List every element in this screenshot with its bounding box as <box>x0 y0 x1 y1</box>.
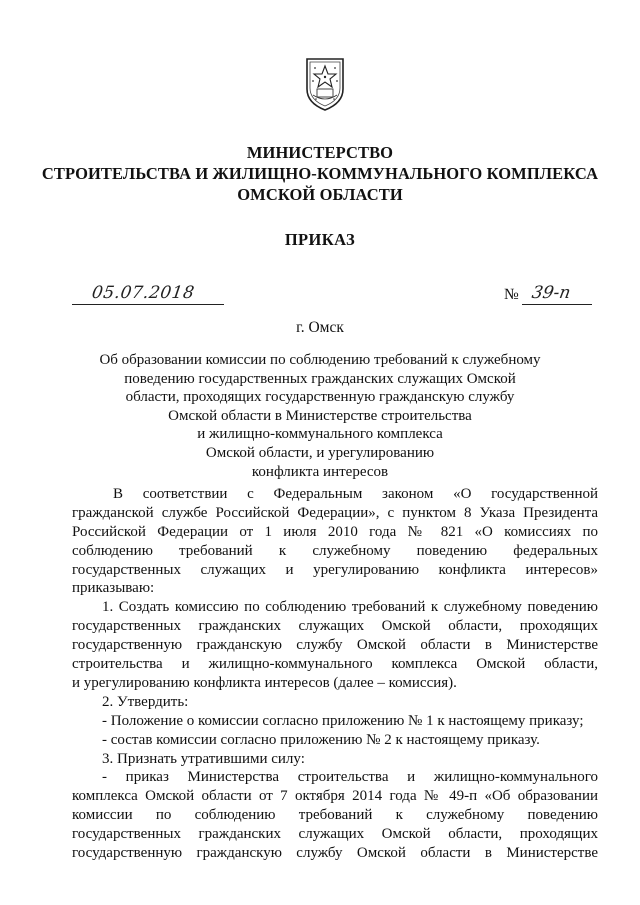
body-line: государственных гражданских служащих Омской области, проходящих <box>72 826 598 843</box>
order-subject <box>80 351 560 481</box>
body-line: гражданской службе Российской Федерации», с пунктом 8 Указа Президента <box>72 504 598 521</box>
number-field <box>522 280 592 305</box>
body-line: В соответствии с Федеральным законом «О государственной <box>113 486 598 502</box>
handwritten-number: 39-п <box>530 283 573 303</box>
body-line: и урегулированию конфликта интересов (далее – комиссия). <box>72 674 457 691</box>
subject-line: конфликта интересов <box>251 463 389 480</box>
subject-line: области, проходящих государственную гражданскую службу <box>125 389 515 406</box>
number-label: № <box>504 286 519 303</box>
order-title: ПРИКАЗ <box>284 230 356 249</box>
subject-line: Омской области в Министерстве строительства <box>168 407 472 424</box>
body-line: 2. Утвердить: <box>102 693 189 710</box>
subject-line: и жилищно-коммунального комплекса <box>197 426 443 443</box>
body-line: соблюдению требований к служебному поведению федеральных <box>72 542 598 559</box>
body-line: государственных служащих и урегулированию конфликта интересов» <box>72 561 598 578</box>
body-line: - приказ Министерства строительства и жилищно-коммунального <box>102 769 598 786</box>
ministry-line-2: СТРОИТЕЛЬСТВА И ЖИЛИЩНО-КОММУНАЛЬНОГО КОМПЛЕКСА <box>41 164 599 183</box>
emblem-graphic <box>303 55 347 113</box>
body-line: 3. Признать утратившими силу: <box>102 750 305 767</box>
body-line: комиссии по соблюдению требований к служебному поведению <box>72 807 598 824</box>
body-line: 1. Создать комиссию по соблюдению требований к служебному поведению <box>102 599 598 616</box>
subject-line: Омской области, и урегулированию <box>205 444 435 461</box>
order-body <box>72 485 598 863</box>
subject-line: поведению государственных гражданских служащих Омской <box>124 370 516 387</box>
ministry-line-1: МИНИСТЕРСТВО <box>246 143 394 162</box>
ministry-heading <box>40 142 600 205</box>
handwritten-date: 05.07.2018 <box>90 283 196 303</box>
body-line: - состав комиссии согласно приложению № 2 к настоящему приказу. <box>102 731 540 748</box>
ministry-line-3: ОМСКОЙ ОБЛАСТИ <box>237 185 403 204</box>
city-label: г. Омск <box>296 319 344 336</box>
subject-line: Об образовании комиссии по соблюдению требований к служебному <box>99 352 541 368</box>
body-line: государственных гражданских служащих Омской области, проходящих <box>72 618 598 635</box>
body-line: строительства и жилищно-коммунального комплекса Омской области, <box>72 656 598 673</box>
body-line: приказываю: <box>72 580 155 597</box>
body-line: государственную гражданскую службу Омской области в Министерстве <box>72 845 598 862</box>
coat-of-arms-emblem <box>303 55 347 113</box>
body-line: - Положение о комиссии согласно приложению № 1 к настоящему приказу; <box>102 712 584 729</box>
body-line: комплекса Омской области от 7 октября 2014 года № 49-п «Об образовании <box>72 788 598 805</box>
date-field <box>72 280 224 305</box>
body-line: Российской Федерации от 1 июля 2010 года № 821 «О комиссиях по <box>72 523 598 540</box>
body-line: государственную гражданскую службу Омской области в Министерстве <box>72 637 598 654</box>
